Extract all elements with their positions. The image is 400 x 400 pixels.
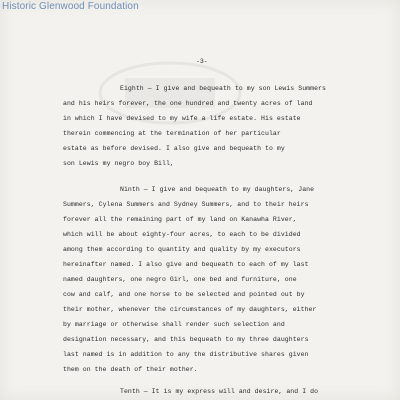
text-line: their mother, whenever the circumstances of my daughters, either <box>63 306 317 313</box>
text-line: Ninth — I give and bequeath to my daughters, Jane <box>120 186 315 193</box>
text-line: by marriage or otherwise shall render such selection and <box>63 321 285 328</box>
text-line: designation necessary, and this bequeath to my three daughters <box>63 336 309 343</box>
text-line: forever all the remaining part of my land on Kanawha River, <box>63 216 297 223</box>
text-line: Eighth — I give and bequeath to my son Lewis Summers <box>120 85 326 92</box>
text-line: in which I have devised to my wife a life estate. His estate <box>63 115 301 122</box>
text-line: named daughters, one negro Girl, one bed and furniture, one <box>63 276 297 283</box>
text-line: cow and calf, and one horse to be selected and pointed out by <box>63 291 305 298</box>
text-line: among them according to quantity and quality by my executors <box>63 246 301 253</box>
source-watermark: Historic Glenwood Foundation <box>2 1 139 12</box>
text-line: son Lewis my negro boy Bill, <box>63 160 174 167</box>
text-line: them on the death of their mother. <box>63 366 198 373</box>
text-line: Tenth — It is my express will and desire, and I do <box>120 388 319 395</box>
text-line: hereinafter named. I also give and bequeath to each of my last <box>63 261 309 268</box>
text-line: which will be about eighty-four acres, to each to be divided <box>63 231 301 238</box>
text-line: last named is in addition to any the distributive shares given <box>63 351 309 358</box>
text-line: Summers, Cylena Summers and Sydney Summers, and to their heirs <box>63 201 309 208</box>
text-line: estate as before devised. I also give and bequeath to my <box>63 145 285 152</box>
text-line: therein commencing at the termination of her particular <box>63 130 281 137</box>
text-line: and his heirs forever, the one hundred and twenty acres of land <box>63 100 313 107</box>
page-number: -3- <box>196 58 208 65</box>
